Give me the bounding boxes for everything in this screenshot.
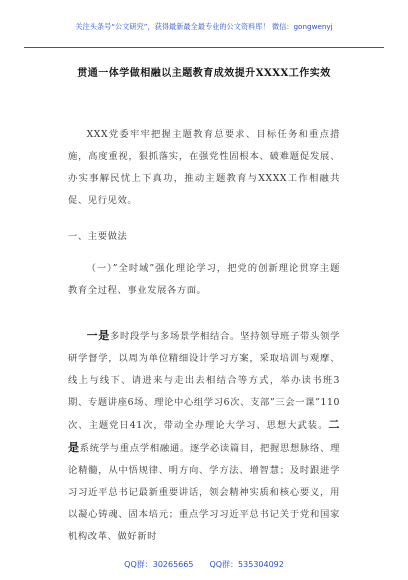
footer-qq-group-2: QQ群：535304092 — [209, 560, 284, 569]
header-note: 关注头条号“公文研究”，获得最新最全最专业的公文资料库！ 微信：gongwenyj — [75, 22, 333, 31]
paragraph-text-second: 系统学与重点学相融通。逐学必读篇目，把握思想脉络、理论精髓，从中悟规律、明方向、学方法、增智慧；及时跟进学习习近平总书记最新重要讲话，领会精神实质和核心要义，用以凝心铸魂、固本培元；重点学习习近平总书记关于党和国家机构改革、做好新时 — [68, 443, 340, 542]
body-paragraph — [68, 325, 340, 545]
subsection-heading: （一）”全时域”强化理论学习，把党的创新理论贯穿主题教育全过程、事业发展各方面。 — [68, 263, 340, 296]
document-title: 贯通一体学做相融以主题教育成效提升XXXX工作实效 — [77, 68, 331, 79]
footer-contact — [0, 559, 408, 570]
paragraph-lead-first: 一是 — [86, 329, 111, 342]
footer-qq-group-1: QQ群：30265665 — [124, 560, 194, 569]
paragraph-text-first: 多时段学与多场景学相结合。坚持领导班子带头领学研学督学，以周为单位精细设计学习方案，采取培训与观摩、线上与线下、请进来与走出去相结合等方式，举办读书班3期、专题讲座6场、理论中心组学习6次、支部”三会一课”110次、主题党日41次，带动全办理论大学习、思想大武装。 — [68, 331, 340, 431]
intro-paragraph: XXX党委牢牢把握主题教育总要求、目标任务和重点措施，高度重视，狠抓落实，在强党性固根本、破难题促发展、办实事解民忧上下真功，推动主题教育与XXXX工作相融共促、见行见效。 — [68, 129, 340, 206]
paragraph-lead-second: 二是 — [68, 418, 340, 454]
header-divider — [24, 47, 384, 48]
section-heading: 一、主要做法 — [68, 231, 128, 242]
